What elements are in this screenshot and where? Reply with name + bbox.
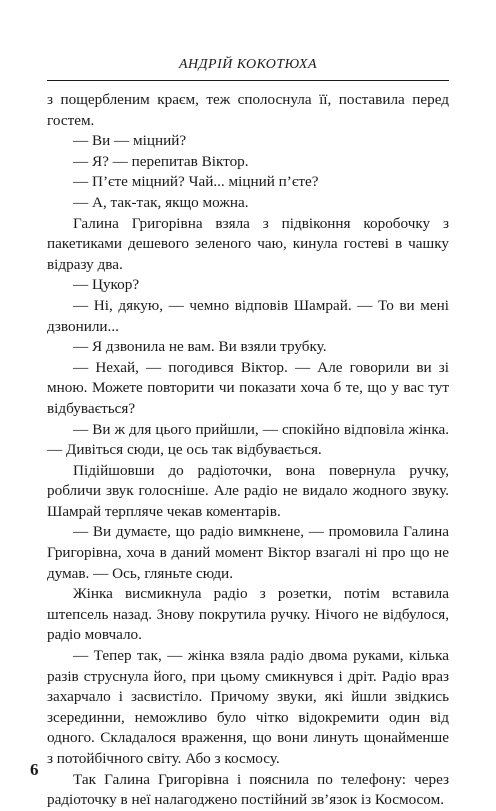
paragraph: Підійшовши до радіоточки, вона повернула ручку, робличи звук голосніше. Але радіо не видало жодного звуку. Шамрай терпляче чекав коментарів.	[47, 461, 449, 520]
paragraph: — Ні, дякую, — чемно відповів Шамрай. — То ви мені дзвонили...	[47, 296, 449, 335]
paragraph: — Я? — перепитав Віктор.	[73, 152, 249, 170]
running-header-author: АНДРІЙ КОКОТЮХА	[178, 57, 318, 72]
paragraph: Жінка висмикнула радіо з розетки, потім вставила штепсель назад. Знову покрутила ручку. Нічого не відбулося, радіо мовчало.	[47, 585, 449, 644]
page-number: 6	[30, 760, 39, 779]
paragraph: — А, так-так, якщо можна.	[73, 193, 249, 211]
paragraph: — Ви — міцний?	[73, 132, 187, 150]
paragraph: — Тепер так, — жінка взяла радіо двома руками, кілька разів струснула його, при цьому смикнувся і дріт. Радіо враз захарчало і засвистіло. Причому звуки, які йшли звідкись зсерединни, неможливо було чітко відокремити один від одного. Складалося враження, що вони линуть щонайменше з потойбічного світу. Або з космосу.	[47, 647, 449, 767]
paragraph: — Ви думаєте, що радіо вимкнене, — промовила Галина Григорівна, хоча в даний момент Віктор взагалі ні про що не думав. — Ось, гляньте сюди.	[47, 523, 449, 582]
paragraph: — П’єте міцний? Чай... міцний п’єте?	[73, 173, 319, 191]
page-text	[47, 90, 449, 811]
paragraph: — Цукор?	[73, 276, 140, 294]
paragraph: Так Галина Григорівна і пояснила по телефону: через радіоточку в неї налагоджено постійний зв’язок із Космосом.	[47, 770, 449, 809]
header-divider	[47, 80, 449, 81]
paragraph: — Нехай, — погодився Віктор. — Але говорили ви зі мною. Можете повторити чи показати хоча б те, що у вас тут відбувається?	[47, 358, 449, 417]
paragraph: — Я дзвонила не вам. Ви взяли трубку.	[73, 338, 327, 356]
paragraph: — Ви ж для цього прийшли, — спокійно відповіла жінка. — Дивіться сюди, це ось так відбувається.	[47, 420, 449, 459]
paragraph-continued: з пощербленим краєм, теж сполоснула її, поставила перед гостем.	[47, 91, 449, 129]
paragraph: Галина Григорівна взяла з підвіконня коробочку з пакетиками дешевого зеленого чаю, кинула гостеві в чашку відразу два.	[47, 214, 449, 273]
